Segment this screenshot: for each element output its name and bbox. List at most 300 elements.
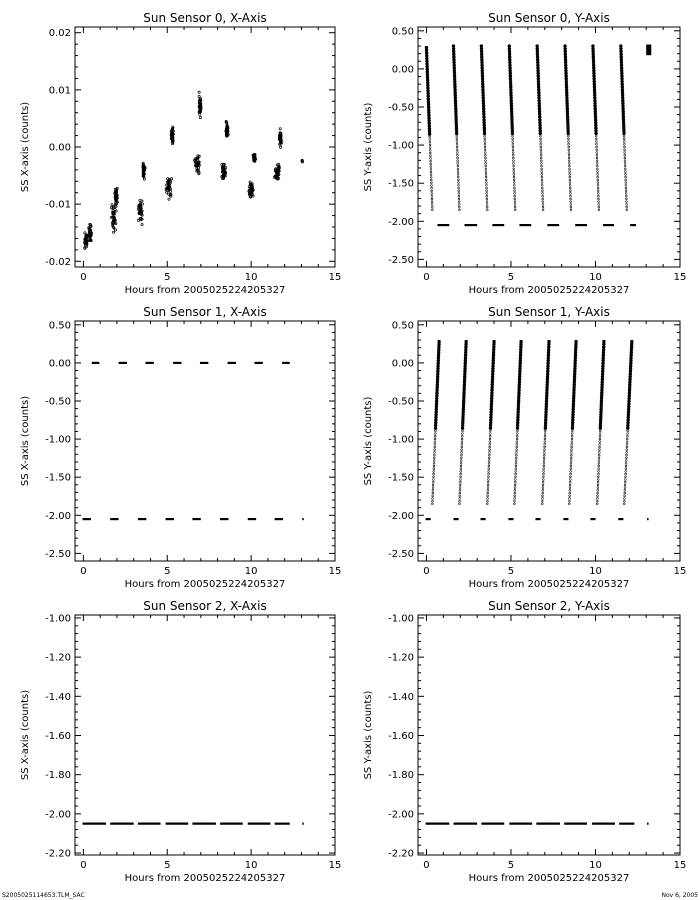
- ramp-point: [509, 72, 512, 75]
- ramp-point: [621, 91, 624, 94]
- ramp-point: [464, 351, 467, 354]
- ramp-point: [482, 99, 485, 102]
- ramp-point: [492, 359, 495, 362]
- ramp-point: [620, 50, 623, 53]
- x-tick-label: 15: [328, 860, 342, 871]
- data-point: [168, 198, 170, 200]
- ramp-point: [570, 198, 572, 200]
- ramp-point: [540, 152, 542, 154]
- ramp-point: [457, 163, 459, 165]
- ramp-point: [514, 193, 516, 195]
- ramp-point: [595, 138, 597, 140]
- ramp-point: [570, 195, 572, 197]
- ramp-point: [621, 99, 624, 102]
- ramp-point: [601, 389, 604, 392]
- ramp-point: [513, 163, 515, 165]
- ramp-point: [513, 171, 515, 173]
- data-point: [166, 184, 168, 186]
- ramp-point: [597, 484, 599, 486]
- ramp-point: [571, 446, 573, 448]
- ramp-point: [425, 52, 428, 55]
- ramp-point: [489, 438, 491, 440]
- ramp-point: [457, 176, 459, 178]
- x-tick-label: 10: [244, 860, 258, 871]
- ramp-point: [593, 94, 596, 97]
- ramp-point: [625, 179, 627, 181]
- ramp-point: [543, 471, 545, 473]
- ramp-point: [437, 365, 440, 368]
- ramp-point: [486, 195, 488, 197]
- ramp-point: [432, 498, 434, 500]
- ramp-point: [462, 419, 465, 422]
- ramp-point: [625, 184, 627, 186]
- ramp-point: [510, 110, 513, 113]
- ramp-point: [621, 80, 624, 83]
- ramp-point: [430, 158, 432, 160]
- ramp-point: [520, 343, 523, 346]
- ramp-point: [437, 367, 440, 370]
- ramp-point: [489, 452, 491, 454]
- ramp-point: [516, 449, 518, 451]
- ramp-point: [543, 457, 545, 459]
- ramp-point: [624, 146, 626, 148]
- ramp-point: [541, 173, 543, 175]
- ramp-point: [597, 195, 599, 197]
- ramp-point: [623, 135, 625, 137]
- ramp-point: [488, 454, 490, 456]
- ramp-point: [627, 416, 630, 419]
- ramp-point: [570, 471, 572, 473]
- ramp-point: [547, 362, 550, 365]
- ramp-point: [456, 141, 458, 143]
- ramp-point: [594, 99, 597, 102]
- ramp-point: [454, 94, 457, 97]
- ramp-point: [570, 206, 572, 208]
- ramp-point: [630, 354, 633, 357]
- ramp-point: [593, 77, 596, 80]
- ramp-point: [514, 481, 516, 483]
- data-marks: [426, 340, 649, 519]
- ramp-point: [627, 410, 630, 413]
- ramp-point: [486, 503, 488, 505]
- ramp-point: [452, 50, 455, 53]
- ramp-point: [492, 356, 495, 359]
- ramp-point: [458, 201, 460, 203]
- ramp-point: [568, 503, 570, 505]
- data-point: [276, 164, 278, 166]
- ramp-point: [598, 468, 600, 470]
- ramp-point: [481, 64, 484, 67]
- ramp-point: [453, 61, 456, 64]
- y-tick-label: 0.50: [391, 26, 414, 38]
- y-tick-label: -0.02: [45, 256, 71, 268]
- ramp-point: [547, 354, 550, 357]
- ramp-point: [435, 416, 438, 419]
- ramp-point: [481, 69, 484, 72]
- ramp-point: [465, 343, 468, 346]
- ramp-point: [542, 209, 544, 211]
- ramp-point: [536, 53, 539, 56]
- ramp-point: [515, 454, 517, 456]
- ramp-point: [541, 184, 543, 186]
- ramp-point: [601, 367, 604, 370]
- ramp-point: [434, 446, 436, 448]
- ramp-point: [569, 495, 571, 497]
- data-point: [112, 231, 114, 233]
- ramp-point: [537, 75, 540, 78]
- ramp-point: [484, 149, 486, 151]
- ramp-point: [454, 105, 457, 108]
- ramp-point: [485, 179, 487, 181]
- ramp-point: [546, 373, 549, 376]
- ramp-point: [602, 365, 605, 368]
- ramp-point: [508, 56, 511, 59]
- ramp-point: [573, 370, 576, 373]
- ramp-point: [544, 424, 547, 427]
- ramp-point: [457, 154, 459, 156]
- ramp-point: [546, 381, 549, 384]
- ramp-point: [489, 446, 491, 448]
- ramp-point: [543, 452, 545, 454]
- ramp-point: [627, 430, 629, 432]
- ramp-point: [431, 204, 433, 206]
- ramp-point: [427, 87, 430, 90]
- ramp-point: [453, 80, 456, 83]
- ramp-point: [432, 489, 434, 491]
- ramp-point: [597, 173, 599, 175]
- ramp-point: [538, 107, 541, 110]
- ramp-point: [459, 495, 461, 497]
- ramp-point: [519, 351, 522, 354]
- ramp-point: [435, 402, 438, 405]
- ramp-point: [565, 80, 568, 83]
- ramp-point: [464, 365, 467, 368]
- ramp-point: [433, 460, 435, 462]
- ramp-point: [626, 209, 628, 211]
- ramp-point: [630, 351, 633, 354]
- ramp-point: [627, 408, 630, 411]
- ramp-point: [519, 348, 522, 351]
- ramp-point: [540, 149, 542, 151]
- ramp-point: [569, 492, 571, 494]
- ramp-point: [516, 424, 519, 427]
- ramp-point: [509, 69, 512, 72]
- ramp-point: [425, 46, 428, 49]
- ramp-point: [599, 419, 602, 422]
- ramp-point: [601, 370, 604, 373]
- ramp-point: [564, 61, 567, 64]
- ramp-point: [464, 370, 467, 373]
- ramp-point: [455, 127, 458, 130]
- ramp-point: [426, 84, 429, 87]
- y-tick-label: -1.00: [388, 140, 414, 152]
- x-tick-label: 5: [164, 566, 171, 577]
- ramp-point: [600, 397, 603, 400]
- ramp-point: [490, 408, 493, 411]
- ramp-point: [437, 359, 440, 362]
- ramp-point: [600, 405, 603, 408]
- ramp-point: [461, 454, 463, 456]
- y-tick-label: -1.00: [45, 434, 71, 446]
- ramp-point: [598, 473, 600, 475]
- ramp-point: [536, 58, 539, 61]
- ramp-point: [568, 149, 570, 151]
- ramp-point: [538, 102, 541, 105]
- ramp-point: [574, 359, 577, 362]
- ramp-point: [519, 362, 522, 365]
- ramp-point: [463, 381, 466, 384]
- ramp-point: [568, 138, 570, 140]
- ramp-point: [481, 66, 484, 69]
- ramp-point: [483, 124, 486, 127]
- ramp-point: [566, 105, 569, 108]
- ramp-point: [575, 340, 578, 343]
- ramp-point: [488, 468, 490, 470]
- ramp-point: [567, 124, 570, 127]
- ramp-point: [594, 113, 597, 116]
- ramp-point: [484, 146, 486, 148]
- ramp-point: [512, 157, 514, 159]
- x-tick-label: 0: [423, 566, 430, 577]
- ramp-point: [512, 149, 514, 151]
- ramp-point: [490, 405, 493, 408]
- ramp-point: [572, 408, 575, 411]
- ramp-point: [546, 375, 549, 378]
- ramp-point: [492, 346, 495, 349]
- ramp-point: [428, 125, 431, 128]
- ramp-point: [428, 127, 431, 130]
- ramp-point: [430, 182, 432, 184]
- ramp-point: [487, 500, 489, 502]
- ramp-point: [598, 209, 600, 211]
- x-tick-label: 5: [507, 566, 515, 577]
- ramp-point: [514, 203, 516, 205]
- ramp-point: [597, 492, 599, 494]
- ramp-point: [546, 386, 549, 389]
- data-point: [171, 178, 173, 180]
- ramp-point: [624, 165, 626, 167]
- x-tick-label: 10: [244, 272, 258, 283]
- ramp-point: [484, 138, 486, 140]
- ramp-point: [512, 138, 514, 140]
- ramp-point: [515, 473, 517, 475]
- ramp-point: [457, 165, 459, 167]
- ramp-point: [537, 80, 540, 83]
- y-tick-label: -1.50: [388, 178, 414, 190]
- ramp-point: [626, 435, 628, 437]
- ramp-point: [629, 378, 632, 381]
- ramp-point: [430, 168, 432, 170]
- ramp-point: [517, 408, 520, 411]
- ramp-point: [545, 408, 548, 411]
- ramp-point: [508, 53, 511, 56]
- ramp-point: [514, 484, 516, 486]
- ramp-point: [569, 171, 571, 173]
- ramp-point: [546, 389, 549, 392]
- ramp-point: [490, 413, 493, 416]
- ramp-point: [592, 66, 595, 69]
- x-tick-label: 5: [507, 272, 515, 283]
- ramp-point: [627, 419, 630, 422]
- ramp-point: [601, 383, 604, 386]
- ramp-point: [597, 495, 599, 497]
- ramp-point: [465, 340, 468, 343]
- ramp-point: [489, 433, 491, 435]
- ramp-point: [569, 184, 571, 186]
- y-tick-label: -0.50: [388, 396, 414, 408]
- data-point: [279, 128, 281, 130]
- ramp-point: [427, 108, 430, 111]
- ramp-point: [568, 143, 570, 145]
- ramp-point: [547, 365, 550, 368]
- ramp-point: [513, 503, 515, 505]
- ramp-point: [570, 201, 572, 203]
- ramp-point: [492, 354, 495, 357]
- ramp-point: [567, 135, 569, 137]
- ramp-point: [596, 157, 598, 159]
- chart-panel-2: [20, 305, 341, 590]
- ramp-point: [480, 50, 483, 53]
- ramp-point: [593, 72, 596, 75]
- ramp-point: [511, 124, 514, 127]
- ramp-point: [461, 449, 463, 451]
- ramp-point: [622, 129, 625, 132]
- ramp-point: [593, 88, 596, 91]
- ramp-point: [542, 489, 544, 491]
- ramp-point: [484, 154, 486, 156]
- ramp-point: [624, 498, 626, 500]
- ramp-point: [456, 138, 458, 140]
- ramp-point: [570, 460, 572, 462]
- ramp-point: [515, 462, 517, 464]
- ramp-point: [428, 130, 431, 133]
- ramp-point: [622, 102, 625, 105]
- ramp-point: [569, 484, 571, 486]
- ramp-point: [481, 75, 484, 78]
- ramp-point: [629, 375, 632, 378]
- ramp-point: [509, 77, 512, 80]
- ramp-point: [545, 397, 548, 400]
- ramp-point: [565, 69, 568, 72]
- ramp-point: [569, 498, 571, 500]
- ramp-point: [625, 468, 627, 470]
- ramp-point: [425, 54, 428, 57]
- ramp-point: [431, 198, 433, 200]
- ramp-point: [458, 195, 460, 197]
- ramp-point: [597, 489, 599, 491]
- ramp-point: [460, 476, 462, 478]
- ramp-point: [564, 58, 567, 61]
- ramp-point: [428, 133, 431, 136]
- ramp-point: [482, 97, 485, 100]
- ramp-point: [453, 77, 456, 80]
- ramp-point: [565, 86, 568, 89]
- y-tick-label: 0.00: [391, 64, 414, 76]
- x-tick-label: 0: [423, 860, 430, 871]
- ramp-point: [464, 354, 467, 357]
- ramp-point: [624, 154, 626, 156]
- ramp-point: [491, 383, 494, 386]
- ramp-point: [603, 340, 606, 343]
- ramp-point: [492, 351, 495, 354]
- ramp-point: [602, 359, 605, 362]
- ramp-point: [629, 381, 632, 384]
- ramp-point: [566, 116, 569, 119]
- ramp-point: [429, 152, 431, 154]
- ramp-point: [492, 365, 495, 368]
- ramp-point: [483, 127, 486, 130]
- ramp-point: [542, 203, 544, 205]
- ramp-point: [621, 88, 624, 91]
- ramp-point: [541, 176, 543, 178]
- ramp-point: [427, 111, 430, 114]
- ramp-point: [480, 58, 483, 61]
- ramp-point: [570, 462, 572, 464]
- ramp-point: [454, 91, 457, 94]
- plot-frame: [418, 615, 680, 855]
- ramp-point: [433, 462, 435, 464]
- y-tick-label: -1.50: [45, 472, 71, 484]
- ramp-point: [565, 75, 568, 78]
- chart-panel-4: [20, 599, 341, 884]
- y-tick-label: 0.02: [48, 28, 71, 40]
- ramp-point: [599, 430, 601, 432]
- ramp-point: [564, 66, 567, 69]
- ramp-point: [547, 348, 550, 351]
- ramp-point: [482, 107, 485, 110]
- ramp-point: [513, 173, 515, 175]
- ramp-point: [571, 419, 574, 422]
- ramp-point: [628, 402, 631, 405]
- ramp-point: [487, 495, 489, 497]
- ramp-point: [542, 492, 544, 494]
- ramp-point: [483, 116, 486, 119]
- ramp-point: [630, 346, 633, 349]
- ramp-point: [627, 405, 630, 408]
- ramp-point: [626, 427, 629, 430]
- ramp-point: [458, 182, 460, 184]
- ramp-point: [597, 479, 599, 481]
- ramp-point: [488, 457, 490, 459]
- ramp-point: [596, 149, 598, 151]
- ramp-point: [453, 83, 456, 86]
- ramp-point: [487, 487, 489, 489]
- ramp-point: [625, 182, 627, 184]
- ramp-point: [512, 141, 514, 143]
- ramp-point: [570, 468, 572, 470]
- ramp-point: [573, 389, 576, 392]
- x-tick-label: 5: [164, 860, 171, 871]
- ramp-point: [511, 121, 514, 124]
- ramp-point: [519, 356, 522, 359]
- ramp-point: [453, 72, 456, 75]
- ramp-point: [427, 106, 430, 109]
- y-tick-label: 0.00: [391, 358, 414, 370]
- ramp-point: [426, 60, 429, 63]
- chart-title: Sun Sensor 1, X-Axis: [143, 305, 267, 319]
- ramp-point: [629, 373, 632, 376]
- ramp-point: [512, 152, 514, 154]
- ramp-point: [544, 433, 546, 435]
- ramp-point: [623, 500, 625, 502]
- ramp-point: [458, 184, 460, 186]
- ramp-point: [543, 460, 545, 462]
- ramp-point: [570, 203, 572, 205]
- ramp-point: [599, 416, 602, 419]
- ramp-point: [508, 50, 511, 53]
- ramp-point: [518, 392, 521, 395]
- ramp-point: [481, 86, 484, 89]
